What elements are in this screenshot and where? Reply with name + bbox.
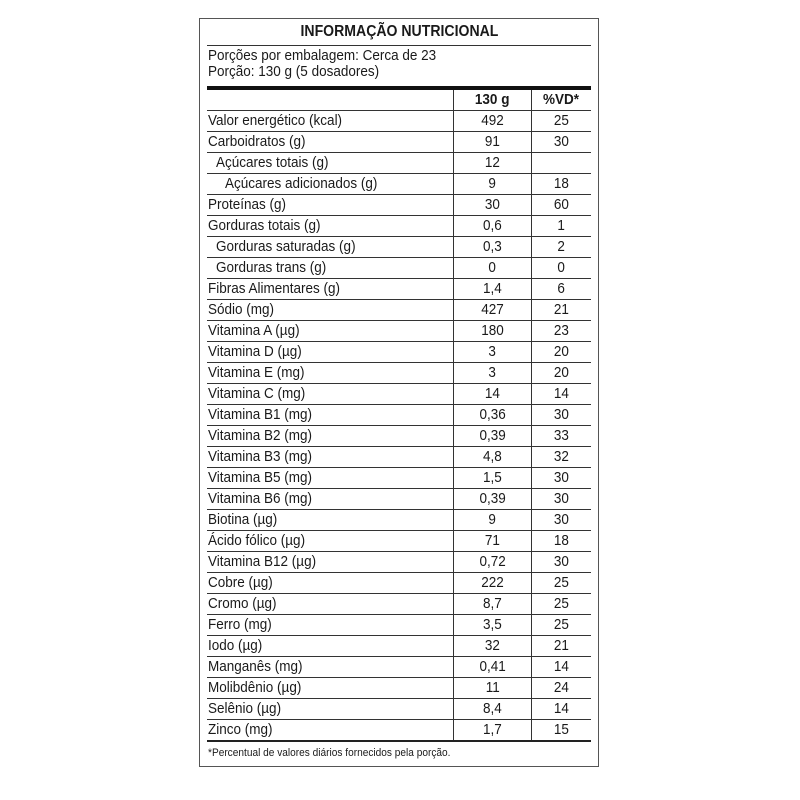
table-row bbox=[207, 216, 591, 237]
nutrient-amount: 0 bbox=[454, 258, 532, 279]
nutrient-amount: 0,72 bbox=[454, 552, 532, 573]
nutrient-name: Fibras Alimentares (g) bbox=[207, 279, 454, 300]
nutrient-name: Vitamina B2 (mg) bbox=[207, 426, 454, 447]
table-row bbox=[207, 699, 591, 720]
nutrient-daily-value: 1 bbox=[532, 216, 592, 237]
nutrient-name: Vitamina A (µg) bbox=[207, 321, 454, 342]
nutrient-name: Biotina (µg) bbox=[207, 510, 454, 531]
nutrient-amount: 427 bbox=[454, 300, 532, 321]
table-row bbox=[207, 552, 591, 573]
nutrient-daily-value: 15 bbox=[532, 720, 592, 742]
portion-info bbox=[207, 46, 591, 86]
nutrient-name: Vitamina B6 (mg) bbox=[207, 489, 454, 510]
nutrient-daily-value: 23 bbox=[532, 321, 592, 342]
header-nutrient bbox=[207, 90, 454, 111]
nutrient-daily-value: 20 bbox=[532, 342, 592, 363]
nutrient-name: Açúcares totais (g) bbox=[207, 153, 454, 174]
nutrient-daily-value: 20 bbox=[532, 363, 592, 384]
nutrient-daily-value: 30 bbox=[532, 552, 592, 573]
nutrient-amount: 3 bbox=[454, 363, 532, 384]
table-row bbox=[207, 342, 591, 363]
nutrient-amount: 8,7 bbox=[454, 594, 532, 615]
nutrient-amount: 0,6 bbox=[454, 216, 532, 237]
nutrient-name: Gorduras trans (g) bbox=[207, 258, 454, 279]
nutrient-amount: 4,8 bbox=[454, 447, 532, 468]
table-row bbox=[207, 111, 591, 132]
table-row bbox=[207, 573, 591, 594]
table-row bbox=[207, 279, 591, 300]
table-row bbox=[207, 594, 591, 615]
nutrient-daily-value: 14 bbox=[532, 657, 592, 678]
nutrition-facts-label bbox=[199, 18, 599, 767]
nutrient-name: Selênio (µg) bbox=[207, 699, 454, 720]
nutrient-daily-value: 30 bbox=[532, 489, 592, 510]
nutrient-daily-value: 0 bbox=[532, 258, 592, 279]
nutrient-daily-value: 30 bbox=[532, 510, 592, 531]
nutrient-amount: 9 bbox=[454, 174, 532, 195]
label-title bbox=[207, 19, 591, 46]
table-row bbox=[207, 636, 591, 657]
table-row bbox=[207, 426, 591, 447]
nutrient-name: Cobre (µg) bbox=[207, 573, 454, 594]
table-row bbox=[207, 174, 591, 195]
nutrient-amount: 1,5 bbox=[454, 468, 532, 489]
header-daily-value: %VD* bbox=[532, 90, 592, 111]
nutrient-amount: 180 bbox=[454, 321, 532, 342]
nutrient-daily-value: 25 bbox=[532, 111, 592, 132]
nutrition-table bbox=[207, 90, 591, 742]
nutrient-daily-value: 33 bbox=[532, 426, 592, 447]
table-row bbox=[207, 195, 591, 216]
nutrient-amount: 0,36 bbox=[454, 405, 532, 426]
table-row bbox=[207, 153, 591, 174]
table-row bbox=[207, 615, 591, 636]
nutrient-amount: 9 bbox=[454, 510, 532, 531]
footnote bbox=[207, 742, 591, 760]
nutrient-name: Vitamina B1 (mg) bbox=[207, 405, 454, 426]
nutrient-daily-value: 18 bbox=[532, 531, 592, 552]
nutrient-name: Cromo (µg) bbox=[207, 594, 454, 615]
nutrient-daily-value: 25 bbox=[532, 573, 592, 594]
nutrient-name: Ferro (mg) bbox=[207, 615, 454, 636]
table-row bbox=[207, 447, 591, 468]
nutrient-daily-value: 32 bbox=[532, 447, 592, 468]
nutrient-name: Sódio (mg) bbox=[207, 300, 454, 321]
table-row bbox=[207, 363, 591, 384]
table-row bbox=[207, 531, 591, 552]
nutrient-daily-value: 6 bbox=[532, 279, 592, 300]
nutrient-daily-value: 21 bbox=[532, 636, 592, 657]
nutrient-daily-value: 24 bbox=[532, 678, 592, 699]
nutrient-name: Ácido fólico (µg) bbox=[207, 531, 454, 552]
nutrient-amount: 11 bbox=[454, 678, 532, 699]
nutrient-daily-value: 30 bbox=[532, 132, 592, 153]
nutrient-daily-value: 30 bbox=[532, 468, 592, 489]
table-row bbox=[207, 405, 591, 426]
table-row bbox=[207, 300, 591, 321]
nutrient-name: Manganês (mg) bbox=[207, 657, 454, 678]
table-row bbox=[207, 468, 591, 489]
portion-size: Porção: 130 g (5 dosadores) bbox=[208, 63, 380, 80]
nutrient-daily-value: 14 bbox=[532, 699, 592, 720]
nutrient-amount: 91 bbox=[454, 132, 532, 153]
table-row bbox=[207, 720, 591, 742]
nutrient-amount: 1,7 bbox=[454, 720, 532, 742]
nutrient-name: Valor energético (kcal) bbox=[207, 111, 454, 132]
nutrient-name: Proteínas (g) bbox=[207, 195, 454, 216]
nutrient-name: Vitamina C (mg) bbox=[207, 384, 454, 405]
nutrient-amount: 0,41 bbox=[454, 657, 532, 678]
table-row bbox=[207, 258, 591, 279]
table-row bbox=[207, 237, 591, 258]
nutrient-daily-value: 21 bbox=[532, 300, 592, 321]
nutrient-name: Vitamina B12 (µg) bbox=[207, 552, 454, 573]
nutrient-amount: 0,39 bbox=[454, 489, 532, 510]
table-row bbox=[207, 678, 591, 699]
nutrient-name: Vitamina D (µg) bbox=[207, 342, 454, 363]
portions-per-package: Porções por embalagem: Cerca de 23 bbox=[208, 47, 437, 64]
nutrient-daily-value: 18 bbox=[532, 174, 592, 195]
nutrient-amount: 14 bbox=[454, 384, 532, 405]
label-title-text: INFORMAÇÃO NUTRICIONAL bbox=[300, 23, 498, 40]
nutrient-name: Zinco (mg) bbox=[207, 720, 454, 742]
header-amount: 130 g bbox=[454, 90, 532, 111]
nutrient-amount: 30 bbox=[454, 195, 532, 216]
nutrient-name: Molibdênio (µg) bbox=[207, 678, 454, 699]
nutrient-name: Carboidratos (g) bbox=[207, 132, 454, 153]
nutrient-name: Gorduras saturadas (g) bbox=[207, 237, 454, 258]
nutrient-name: Vitamina B5 (mg) bbox=[207, 468, 454, 489]
table-row bbox=[207, 489, 591, 510]
nutrient-amount: 3,5 bbox=[454, 615, 532, 636]
nutrient-name: Açúcares adicionados (g) bbox=[207, 174, 454, 195]
nutrient-daily-value: 30 bbox=[532, 405, 592, 426]
nutrient-amount: 0,39 bbox=[454, 426, 532, 447]
nutrient-name: Iodo (µg) bbox=[207, 636, 454, 657]
table-row bbox=[207, 321, 591, 342]
nutrient-daily-value: 25 bbox=[532, 594, 592, 615]
nutrient-name: Gorduras totais (g) bbox=[207, 216, 454, 237]
nutrient-amount: 8,4 bbox=[454, 699, 532, 720]
footnote-text: *Percentual de valores diários fornecidos pela porção. bbox=[208, 747, 451, 759]
nutrient-amount: 3 bbox=[454, 342, 532, 363]
nutrient-name: Vitamina B3 (mg) bbox=[207, 447, 454, 468]
table-header-row bbox=[207, 90, 591, 111]
table-row bbox=[207, 510, 591, 531]
nutrient-amount: 0,3 bbox=[454, 237, 532, 258]
table-row bbox=[207, 132, 591, 153]
nutrient-amount: 12 bbox=[454, 153, 532, 174]
nutrient-amount: 1,4 bbox=[454, 279, 532, 300]
nutrient-amount: 492 bbox=[454, 111, 532, 132]
table-row bbox=[207, 657, 591, 678]
nutrient-daily-value: 14 bbox=[532, 384, 592, 405]
nutrient-amount: 222 bbox=[454, 573, 532, 594]
nutrient-daily-value bbox=[532, 153, 592, 174]
nutrient-name: Vitamina E (mg) bbox=[207, 363, 454, 384]
nutrient-daily-value: 2 bbox=[532, 237, 592, 258]
nutrient-amount: 32 bbox=[454, 636, 532, 657]
nutrient-daily-value: 25 bbox=[532, 615, 592, 636]
nutrient-amount: 71 bbox=[454, 531, 532, 552]
nutrient-daily-value: 60 bbox=[532, 195, 592, 216]
table-row bbox=[207, 384, 591, 405]
